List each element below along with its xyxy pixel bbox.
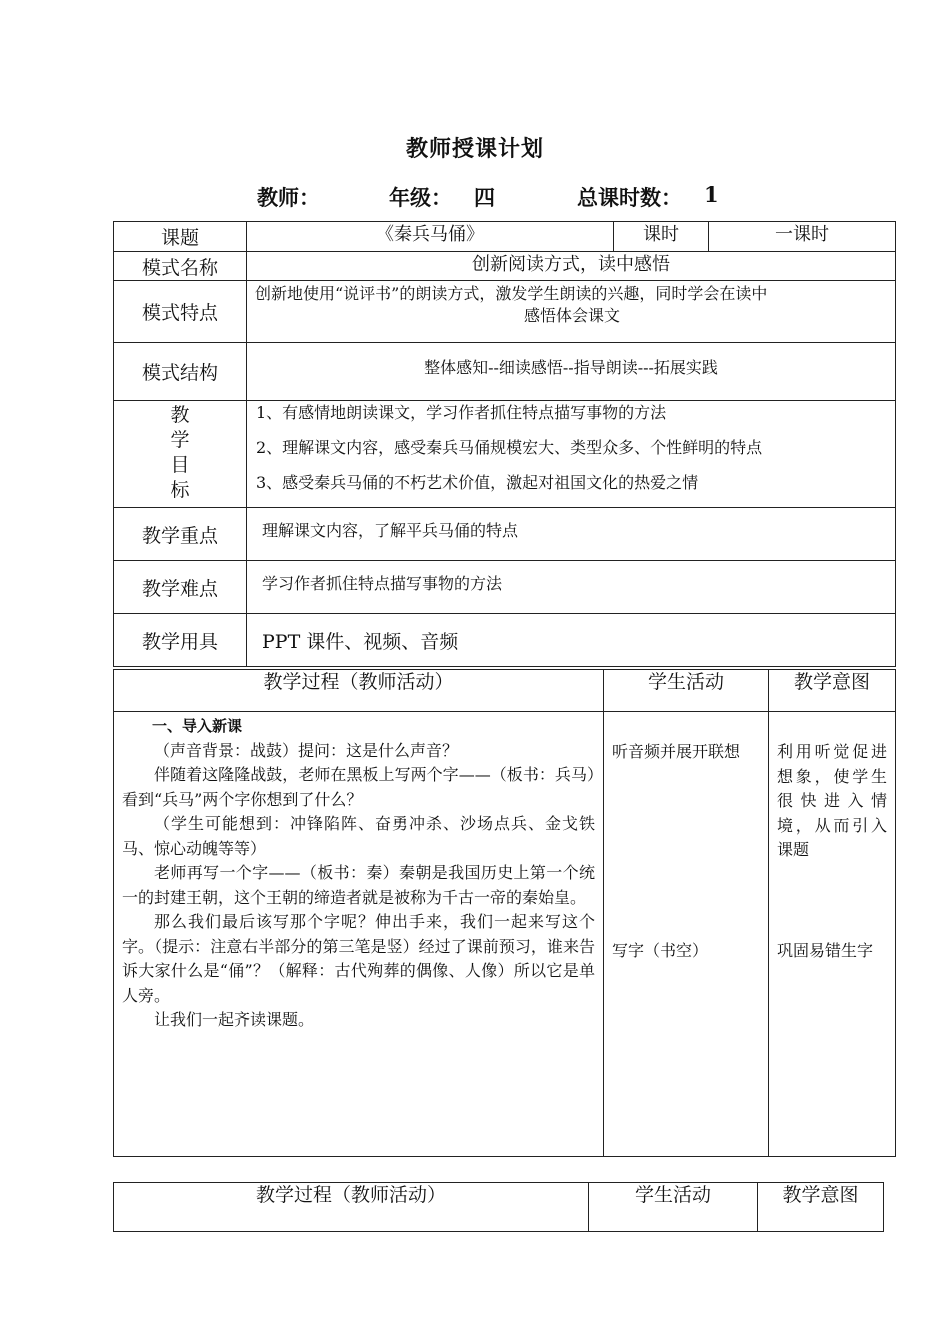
- grade-value: 四: [474, 185, 495, 210]
- continuation-header-teacher: 教学过程（教师活动）: [114, 1183, 589, 1232]
- total-hours-value: 1: [704, 182, 719, 207]
- goals-cell: [247, 401, 896, 508]
- process-header-intent: 教学意图: [769, 670, 896, 712]
- paragraph: （声音背景：战鼓）提问：这是什么声音？: [154, 740, 459, 760]
- page-title: 教师授课计划: [405, 136, 544, 162]
- period-value: 一课时: [709, 222, 896, 252]
- intent-2: 巩固易错生字: [777, 941, 874, 960]
- info-table: [113, 221, 896, 667]
- goal-item: 3、感受秦兵马俑的不朽艺术价值，激起对祖国文化的热爱之情: [256, 473, 699, 492]
- process-table: [113, 669, 896, 1157]
- tools-label: 教学用具: [114, 614, 247, 667]
- continuation-header-student: 学生活动: [589, 1183, 758, 1232]
- teacher-label: 教师：: [257, 185, 320, 210]
- process-header-student: 学生活动: [604, 670, 769, 712]
- paragraph: 伴随着这隆隆战鼓，老师在黑板上写两个字——（板书：兵马）看到“兵马”两个字你想到了什么？: [122, 765, 595, 809]
- topic-label: 课题: [114, 222, 247, 252]
- student-activity-cell: [604, 712, 769, 1157]
- topic-value: 《秦兵马俑》: [247, 222, 614, 252]
- mode-feature-label: 模式特点: [114, 281, 247, 343]
- mode-feature-cell: [247, 281, 896, 343]
- paragraph: 老师再写一个字——（板书：秦）秦朝是我国历史上第一个统一的封建王朝，这个王朝的缔造者就是被称为千古一帝的秦始皇。: [122, 863, 595, 907]
- key-point-value: 理解课文内容，了解平兵马俑的特点: [247, 508, 896, 561]
- process-header-teacher: 教学过程（教师活动）: [114, 670, 604, 712]
- tools-value: PPT 课件、视频、音频: [247, 614, 896, 667]
- intent-cell: [769, 712, 896, 1157]
- difficulty-value: 学习作者抓住特点描写事物的方法: [247, 561, 896, 614]
- total-hours-label: 总课时数：: [577, 185, 682, 210]
- section-title: 一、导入新课: [152, 717, 243, 735]
- mode-feature-line-1: 创新地使用“说评书”的朗读方式，激发学生朗读的兴趣，同时学会在读中: [255, 284, 768, 303]
- intent-1: 利用听觉促进想象，使学生很快进入情境，从而引入课题: [777, 742, 887, 859]
- mode-structure-value: 整体感知--细读感悟--指导朗读---拓展实践: [247, 343, 896, 401]
- goals-label-char: 目: [170, 454, 190, 476]
- key-point-label: 教学重点: [114, 508, 247, 561]
- goals-label: [114, 401, 247, 508]
- paragraph: 那么我们最后该写那个字呢？伸出手来，我们一起来写这个字。（提示：注意右半部分的第三笔是竖）经过了课前预习，谁来告诉大家什么是“俑”？（解释：古代殉葬的偶像、人像）所以它是单人旁。: [122, 912, 595, 1005]
- mode-structure-label: 模式结构: [114, 343, 247, 401]
- header-row: [0, 182, 950, 212]
- goals-label-char: 学: [170, 429, 190, 451]
- goals-label-char: 教: [170, 404, 190, 426]
- difficulty-label: 教学难点: [114, 561, 247, 614]
- paragraph: 让我们一起齐读课题。: [154, 1010, 315, 1029]
- paragraph: （学生可能想到：冲锋陷阵、奋勇冲杀、沙场点兵、金戈铁马、惊心动魄等等）: [122, 814, 595, 858]
- continuation-table: [113, 1182, 884, 1232]
- goal-item: 1、有感情地朗读课文，学习作者抓住特点描写事物的方法: [256, 403, 667, 422]
- goals-label-char: 标: [170, 479, 190, 501]
- goal-item: 2、理解课文内容，感受秦兵马俑规模宏大、类型众多、个性鲜明的特点: [256, 438, 763, 457]
- period-label: 课时: [614, 222, 709, 252]
- student-activity-2: 写字（书空）: [612, 941, 709, 960]
- mode-name-value: 创新阅读方式，读中感悟: [247, 252, 896, 281]
- continuation-header-intent: 教学意图: [758, 1183, 884, 1232]
- mode-name-label: 模式名称: [114, 252, 247, 281]
- grade-label: 年级：: [389, 185, 452, 210]
- student-activity-1: 听音频并展开联想: [612, 742, 741, 761]
- teacher-activity-cell: [114, 712, 604, 1157]
- mode-feature-line-2: 感悟体会课文: [523, 306, 620, 325]
